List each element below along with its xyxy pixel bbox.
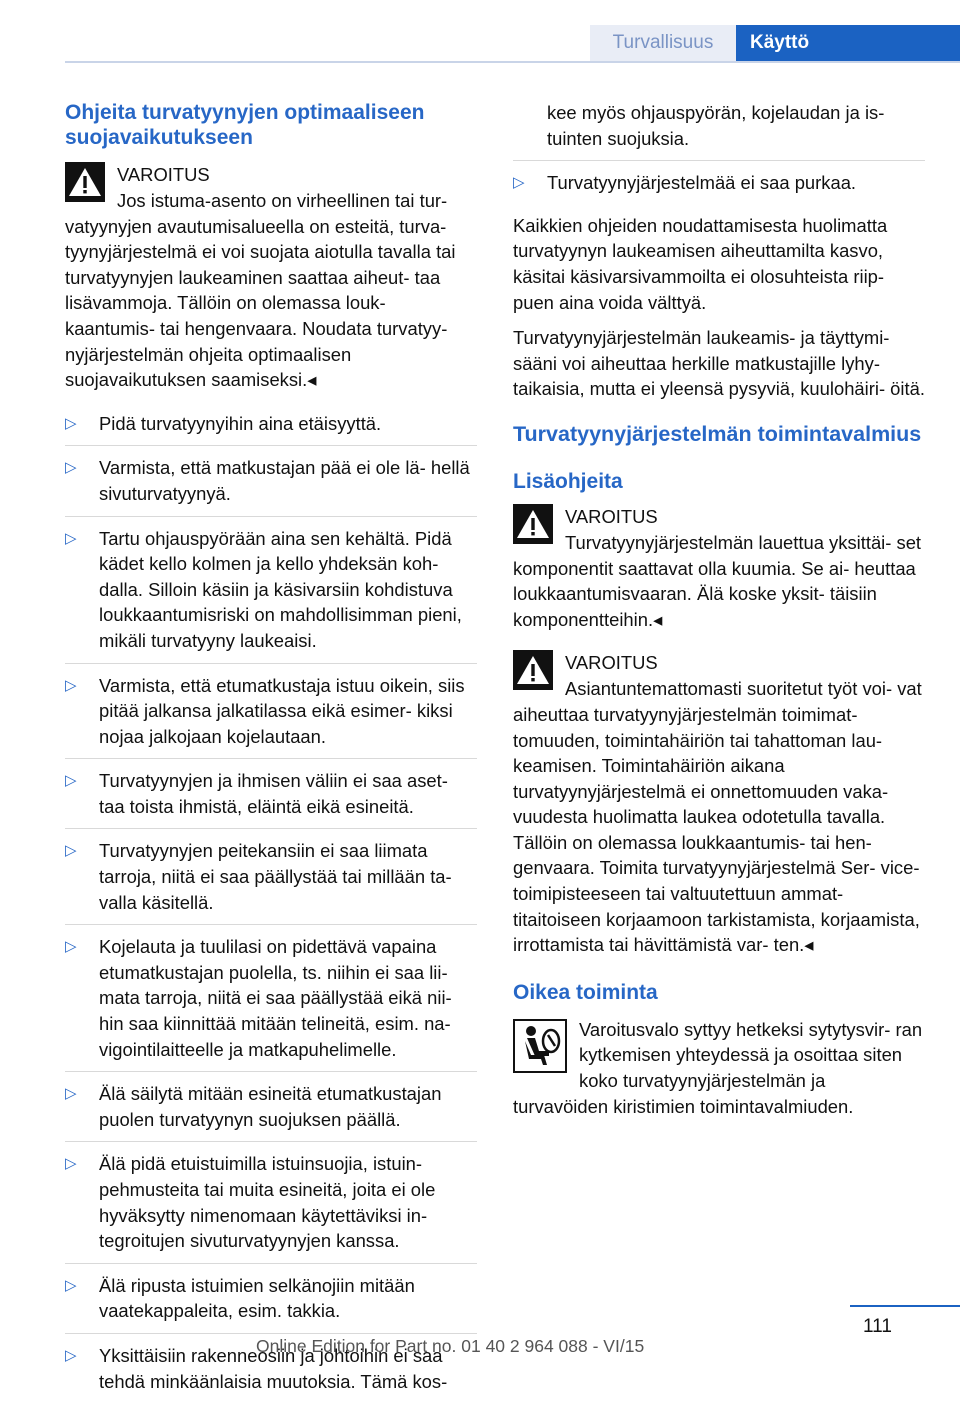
warning-block — [513, 650, 925, 958]
header-tabs — [590, 25, 960, 61]
triangle-bullet-icon: ▷ — [65, 842, 77, 860]
warning-block — [65, 162, 477, 393]
section-title-additional-info: Lisäohjeita — [513, 469, 623, 493]
triangle-bullet-icon: ▷ — [65, 938, 77, 956]
page-number-rule — [850, 1305, 960, 1307]
list-item: ▷ Varmista, että matkustajan pää ei ole lä- hellä sivuturvatyynyä. — [65, 455, 477, 516]
list-item: ▷ Älä pidä etuistuimilla istuinsuojia, istuin- pehmusteita tai muita esineitä, joita ei ole hyväksytty nimenomaan käytettäviksi in- tegroitujen sivuturvatyynyjen kanssa. — [65, 1151, 477, 1263]
warning-label: VAROITUS — [117, 164, 210, 185]
warning-block — [513, 504, 925, 632]
list-item: ▷ Turvatyynyjärjestelmää ei saa purkaa. — [513, 170, 925, 205]
section-title-correct-operation: Oikea toiminta — [513, 980, 658, 1004]
page-number: 111 — [863, 1316, 892, 1337]
list-item: ▷ Tartu ohjauspyörään aina sen kehältä. Pidä kädet kello kolmen ja kello yhdeksän koh- dalla. Silloin käsiin ja käsivarsiin kohdistuva loukkaantumisriski on mahdollisimman pieni, mikäli turvatyyny laukeaisi. — [65, 526, 477, 664]
left-column — [65, 100, 477, 1412]
safety-bullet-list — [65, 411, 477, 1403]
bullet-continuation: kee myös ohjauspyörän, kojelaudan ja is- tuinten suojuksia. — [513, 100, 925, 161]
warning-text: Asiantuntemattomasti suoritetut työt voi- vat aiheuttaa turvatyynyjärjestelmän toimimat- tomuuden, toimintahäiriön tai tahattoman lau- keamisen. Toimintahäiriön aikana turvatyynyjärjestelmä ei onnettomuuden vaka- vuudesta huolimatta laukea odotetulla tavalla. Tällöin on olemassa loukkaantumis- tai hen- genvaara. Toimita turvatyynyjärjestelmä Ser- vice-toimipisteeseen tai valtuutettuun ammat- titaitoiseen korjaamoon tarkistamista, korjaamista, irrottamista tai hävittämistä var- ten.◂ — [513, 678, 922, 956]
header-divider — [65, 61, 960, 63]
right-column — [513, 100, 925, 1119]
paragraph-hearing-note: Turvatyynyjärjestelmän laukeamis- ja täyttymi- sääni voi aiheuttaa herkille matkustajille lyhy- taikaisia, mutta ei yleensä pysyviä, kuulohäiri- öitä. — [513, 327, 925, 400]
list-item: ▷ Älä säilytä mitään esineitä etumatkustajan puolen turvatyynyn suojuksen päällä. — [65, 1081, 477, 1142]
tab-chapter-label: Käyttö — [750, 32, 810, 53]
triangle-bullet-icon: ▷ — [65, 529, 77, 547]
footer-edition: Online Edition for Part no. 01 40 2 964 088 - VI/15 — [256, 1336, 645, 1356]
list-item: ▷ Varmista, että etumatkustaja istuu oikein, siis pitää jalkansa jalkatilassa eikä esimer- kiksi nojaa jalkojaan kojelautaan. — [65, 673, 477, 760]
triangle-bullet-icon: ▷ — [65, 459, 77, 477]
list-item: ▷ Turvatyynyjen peitekansiin ei saa liimata tarroja, niitä ei saa päällystää tai millään ta- valla käsitellä. — [65, 838, 477, 925]
list-item: ▷ Pidä turvatyynyihin aina etäisyyttä. — [65, 411, 477, 447]
paragraph-injury-note: Kaikkien ohjeiden noudattamisesta huolimatta turvatyynyn laukeamisen aiheuttamilta kasvo, käsitai käsivarsivammoilta ei olosuhteista riip- puen aina voida välttyä. — [513, 214, 888, 313]
warning-text: Jos istuma-asento on virheellinen tai tur- vatyynyjen avautumisalueella on esteitä, turva- tyynyjärjestelmä ei voi suojata aiotulla tavalla tai turvatyynyjen laukeaminen saattaa aiheut- taa lisävammoja. Tällöin on olemassa louk- kaantumis- tai hengenvaara. Noudata turvatyy- nyjärjestelmän ohjeita optimaalisen suojavaikutuksen saamiseksi.◂ — [65, 190, 456, 391]
tab-section[interactable] — [590, 25, 736, 61]
triangle-bullet-icon: ▷ — [65, 414, 77, 432]
triangle-bullet-icon: ▷ — [65, 1155, 77, 1173]
triangle-bullet-icon: ▷ — [65, 1276, 77, 1294]
warning-label: VAROITUS — [565, 505, 658, 527]
tab-section-label: Turvallisuus — [612, 32, 714, 53]
triangle-bullet-icon: ▷ — [65, 772, 77, 790]
section-title-readiness: Turvatyynyjärjestelmän toimintavalmius — [513, 421, 922, 446]
safety-bullet-list-continued — [513, 170, 925, 205]
warning-label: VAROITUS — [565, 652, 658, 674]
warning-text: Turvatyynyjärjestelmän lauettua yksittäi- set komponentit saattavat olla kuumia. Se ai- heuttaa loukkaantumisvaaran. Älä koske yksit- täisiin komponentteihin.◂ — [513, 531, 922, 630]
list-item: ▷ Turvatyynyjen ja ihmisen väliin ei saa aset- taa toista ihmistä, eläintä eikä esineitä. — [65, 768, 477, 829]
tab-chapter[interactable] — [736, 25, 960, 61]
triangle-bullet-icon: ▷ — [65, 676, 77, 694]
correct-operation-block — [513, 1017, 925, 1119]
correct-operation-text: Varoitusvalo syttyy hetkeksi sytytysvir- ran kytkemisen yhteydessä ja osoittaa siten koko turvatyynyjärjestelmän ja turvavöiden kiristimien toimintavalmiuden. — [513, 1018, 923, 1117]
airbag-indicator-icon — [513, 1019, 567, 1073]
triangle-bullet-icon: ▷ — [65, 1346, 77, 1364]
list-item: ▷ Kojelauta ja tuulilasi on pidettävä vapaina etumatkustajan puolella, ts. niihin ei saa lii- mata tarroja, niitä ei saa päällystää eikä nii- hin saa kiinnittää mitään telineitä, esim. na- vigointilaitteelle ja matkapuhelimelle. — [65, 934, 477, 1072]
section-title-optimal-protection: Ohjeita turvatyynyjen optimaaliseen suojavaikutukseen — [65, 101, 425, 149]
triangle-bullet-icon: ▷ — [65, 1085, 77, 1103]
list-item: ▷ Älä ripusta istuimien selkänojiin mitään vaatekappaleita, esim. takkia. — [65, 1273, 477, 1334]
list-item: ▷ Yksittäisiin rakenneosiin ja johtoihin ei saa tehdä minkäänlaisia muutoksia. Tämä kos- — [65, 1344, 448, 1392]
triangle-bullet-icon: ▷ — [513, 174, 525, 192]
